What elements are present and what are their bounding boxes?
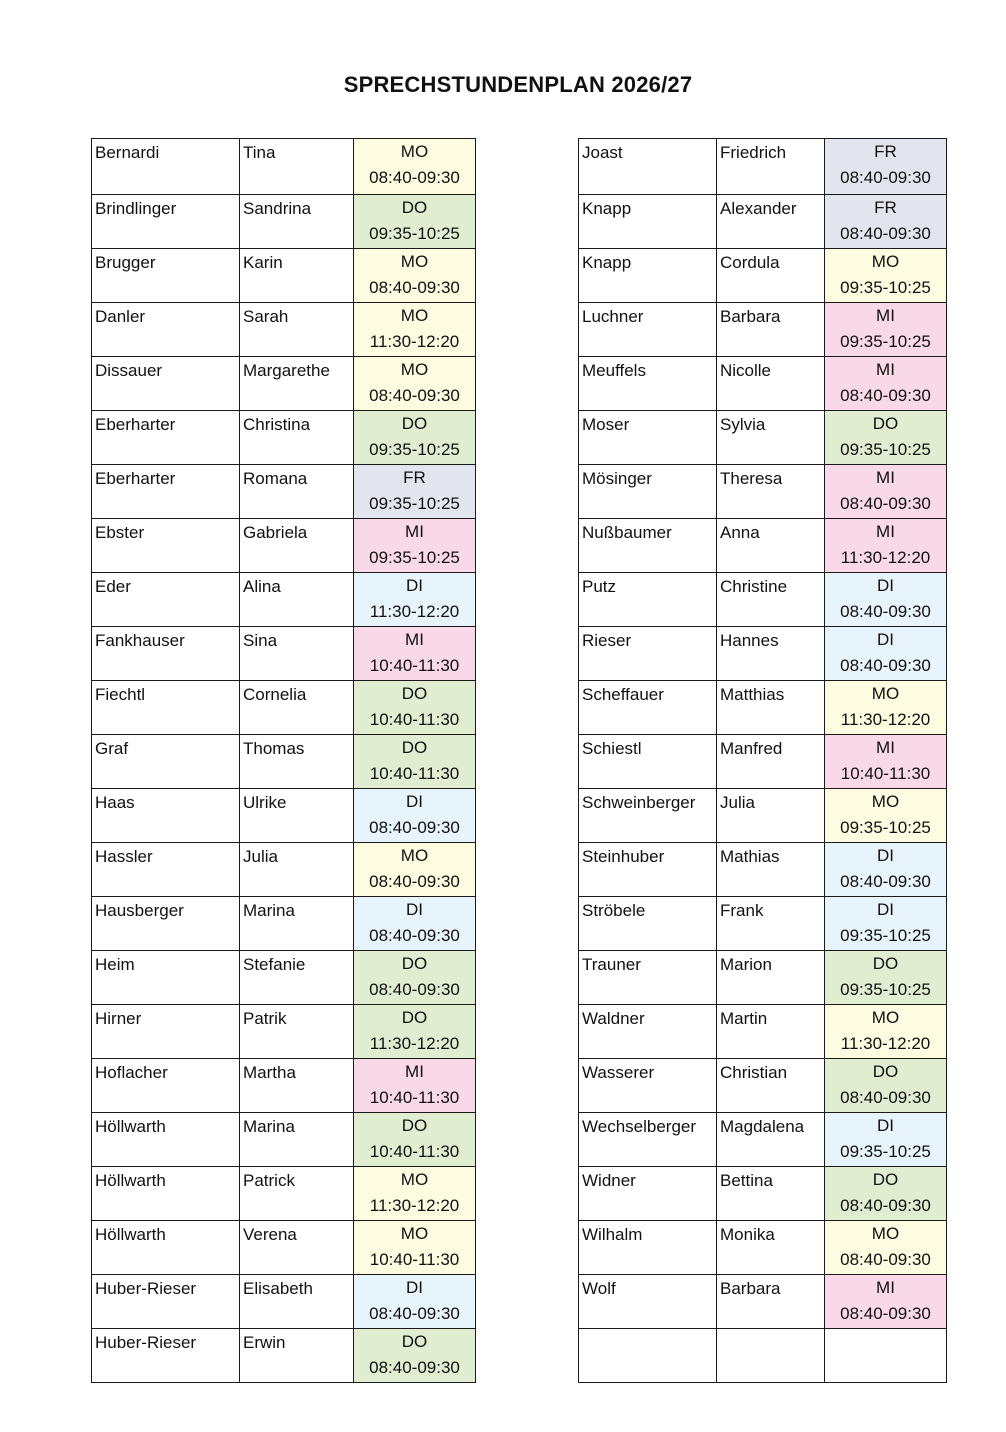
table-row xyxy=(579,519,947,573)
weekday-label: DI xyxy=(877,1116,894,1135)
first-name-cell: Patrick xyxy=(240,1167,354,1221)
table-row xyxy=(92,139,476,195)
table-row xyxy=(579,681,947,735)
first-name-cell: Erwin xyxy=(240,1329,354,1383)
first-name-cell: Sarah xyxy=(240,303,354,357)
office-hour-slot-cell xyxy=(354,843,476,897)
office-hour-slot-cell xyxy=(825,519,947,573)
office-hour-slot-cell xyxy=(354,465,476,519)
last-name-cell: Brindlinger xyxy=(92,195,240,249)
office-hours-table-right xyxy=(578,138,947,1383)
weekday-label: FR xyxy=(874,142,897,161)
office-hour-slot-cell xyxy=(354,357,476,411)
table-row xyxy=(579,951,947,1005)
first-name-cell: Julia xyxy=(717,789,825,843)
time-range-label: 11:30-12:20 xyxy=(369,1196,460,1215)
office-hour-slot-cell xyxy=(825,1275,947,1329)
table-row xyxy=(579,1005,947,1059)
last-name-cell: Wechselberger xyxy=(579,1113,717,1167)
table-row xyxy=(579,1059,947,1113)
first-name-cell: Ulrike xyxy=(240,789,354,843)
weekday-label: MO xyxy=(400,360,429,379)
last-name-cell: Ströbele xyxy=(579,897,717,951)
last-name-cell: Steinhuber xyxy=(579,843,717,897)
weekday-label: MI xyxy=(876,360,895,379)
office-hour-slot-cell xyxy=(825,897,947,951)
weekday-label: DO xyxy=(872,954,899,973)
first-name-cell: Marina xyxy=(240,1113,354,1167)
last-name-cell: Hassler xyxy=(92,843,240,897)
weekday-label: DO xyxy=(872,1062,899,1081)
office-hour-slot-cell xyxy=(354,1329,476,1383)
office-hour-slot-cell xyxy=(825,303,947,357)
weekday-label: DO xyxy=(401,1008,428,1027)
weekday-label: MO xyxy=(400,1224,429,1243)
table-row xyxy=(579,195,947,249)
weekday-label: MI xyxy=(876,522,895,541)
office-hour-slot-cell xyxy=(825,139,947,195)
last-name-cell: Wilhalm xyxy=(579,1221,717,1275)
weekday-label: MO xyxy=(400,306,429,325)
table-row xyxy=(92,735,476,789)
table-row xyxy=(92,951,476,1005)
first-name-cell: Martin xyxy=(717,1005,825,1059)
weekday-label: DO xyxy=(401,414,428,433)
office-hour-slot-cell xyxy=(354,195,476,249)
time-range-label: 08:40-09:30 xyxy=(840,1088,931,1107)
first-name-cell: Manfred xyxy=(717,735,825,789)
time-range-label: 11:30-12:20 xyxy=(369,332,460,351)
last-name-cell: Fankhauser xyxy=(92,627,240,681)
weekday-label: DO xyxy=(401,684,428,703)
time-range-label: 09:35-10:25 xyxy=(840,818,931,837)
first-name-cell: Marion xyxy=(717,951,825,1005)
office-hour-slot-cell xyxy=(825,789,947,843)
last-name-cell xyxy=(579,1329,717,1383)
last-name-cell: Bernardi xyxy=(92,139,240,195)
last-name-cell: Wolf xyxy=(579,1275,717,1329)
office-hour-slot-cell xyxy=(825,411,947,465)
weekday-label: MO xyxy=(871,252,900,271)
first-name-cell: Elisabeth xyxy=(240,1275,354,1329)
weekday-label: DI xyxy=(877,630,894,649)
last-name-cell: Höllwarth xyxy=(92,1113,240,1167)
last-name-cell: Ebster xyxy=(92,519,240,573)
first-name-cell: Tina xyxy=(240,139,354,195)
last-name-cell: Knapp xyxy=(579,195,717,249)
time-range-label: 09:35-10:25 xyxy=(840,278,931,297)
office-hour-slot-cell xyxy=(825,573,947,627)
last-name-cell: Haas xyxy=(92,789,240,843)
weekday-label: DO xyxy=(872,414,899,433)
table-row xyxy=(579,465,947,519)
weekday-label: DO xyxy=(401,954,428,973)
weekday-label: DO xyxy=(401,198,428,217)
weekday-label: MI xyxy=(876,468,895,487)
first-name-cell: Frank xyxy=(717,897,825,951)
first-name-cell: Theresa xyxy=(717,465,825,519)
first-name-cell: Magdalena xyxy=(717,1113,825,1167)
time-range-label: 09:35-10:25 xyxy=(840,926,931,945)
time-range-label: 09:35-10:25 xyxy=(369,548,460,567)
table-row xyxy=(92,249,476,303)
table-row xyxy=(92,573,476,627)
table-row xyxy=(579,1275,947,1329)
office-hour-slot-cell xyxy=(354,735,476,789)
table-row xyxy=(579,789,947,843)
office-hour-slot-cell xyxy=(825,1221,947,1275)
first-name-cell: Sandrina xyxy=(240,195,354,249)
office-hour-slot-cell xyxy=(825,195,947,249)
last-name-cell: Mösinger xyxy=(579,465,717,519)
time-range-label: 11:30-12:20 xyxy=(369,602,460,621)
table-row xyxy=(92,897,476,951)
time-range-label: 10:40-11:30 xyxy=(369,656,460,675)
weekday-label: MO xyxy=(871,1008,900,1027)
time-range-label: 08:40-09:30 xyxy=(369,278,460,297)
table-row xyxy=(92,465,476,519)
first-name-cell: Romana xyxy=(240,465,354,519)
table-row xyxy=(579,357,947,411)
office-hour-slot-cell xyxy=(354,897,476,951)
table-row xyxy=(92,1005,476,1059)
last-name-cell: Eder xyxy=(92,573,240,627)
first-name-cell: Barbara xyxy=(717,1275,825,1329)
weekday-label: DO xyxy=(872,1170,899,1189)
table-row xyxy=(92,789,476,843)
time-range-label: 08:40-09:30 xyxy=(369,980,460,999)
office-hour-slot-cell xyxy=(825,1113,947,1167)
time-range-label: 08:40-09:30 xyxy=(840,602,931,621)
office-hour-slot-cell xyxy=(354,627,476,681)
time-range-label: 10:40-11:30 xyxy=(369,1142,460,1161)
weekday-label: DO xyxy=(401,1116,428,1135)
weekday-label: MO xyxy=(871,1224,900,1243)
time-range-label: 10:40-11:30 xyxy=(369,1088,460,1107)
table-row xyxy=(92,303,476,357)
time-range-label: 08:40-09:30 xyxy=(369,818,460,837)
last-name-cell: Meuffels xyxy=(579,357,717,411)
office-hour-slot-cell xyxy=(354,573,476,627)
time-range-label: 11:30-12:20 xyxy=(369,1034,460,1053)
office-hour-slot-cell xyxy=(825,1005,947,1059)
first-name-cell: Marina xyxy=(240,897,354,951)
time-range-label: 10:40-11:30 xyxy=(369,764,460,783)
office-hour-slot-cell xyxy=(825,627,947,681)
weekday-label: MO xyxy=(871,792,900,811)
first-name-cell: Martha xyxy=(240,1059,354,1113)
time-range-label: 08:40-09:30 xyxy=(369,872,460,891)
weekday-label: DI xyxy=(406,792,423,811)
office-hour-slot-cell xyxy=(354,1275,476,1329)
table-row xyxy=(92,519,476,573)
weekday-label: DI xyxy=(877,900,894,919)
office-hours-table-left xyxy=(91,138,476,1383)
time-range-label: 08:40-09:30 xyxy=(840,872,931,891)
first-name-cell: Stefanie xyxy=(240,951,354,1005)
last-name-cell: Schweinberger xyxy=(579,789,717,843)
time-range-label: 09:35-10:25 xyxy=(840,332,931,351)
table-row xyxy=(92,627,476,681)
first-name-cell: Gabriela xyxy=(240,519,354,573)
weekday-label: FR xyxy=(403,468,426,487)
first-name-cell: Sylvia xyxy=(717,411,825,465)
first-name-cell: Margarethe xyxy=(240,357,354,411)
first-name-cell: Cornelia xyxy=(240,681,354,735)
table-row xyxy=(92,195,476,249)
first-name-cell: Cordula xyxy=(717,249,825,303)
office-hour-slot-cell xyxy=(354,139,476,195)
first-name-cell: Bettina xyxy=(717,1167,825,1221)
last-name-cell: Knapp xyxy=(579,249,717,303)
table-row xyxy=(92,1113,476,1167)
first-name-cell: Karin xyxy=(240,249,354,303)
office-hour-slot-cell xyxy=(354,951,476,1005)
first-name-cell: Mathias xyxy=(717,843,825,897)
last-name-cell: Eberharter xyxy=(92,411,240,465)
first-name-cell: Hannes xyxy=(717,627,825,681)
time-range-label: 08:40-09:30 xyxy=(840,1196,931,1215)
weekday-label: MI xyxy=(405,522,424,541)
first-name-cell: Alexander xyxy=(717,195,825,249)
weekday-label: MO xyxy=(871,684,900,703)
time-range-label: 08:40-09:30 xyxy=(369,168,460,187)
office-hour-slot-cell xyxy=(825,735,947,789)
time-range-label: 10:40-11:30 xyxy=(369,710,460,729)
weekday-label: DO xyxy=(401,1332,428,1351)
weekday-label: MI xyxy=(876,1278,895,1297)
table-row xyxy=(579,735,947,789)
weekday-label: MO xyxy=(400,252,429,271)
first-name-cell: Thomas xyxy=(240,735,354,789)
first-name-cell: Christina xyxy=(240,411,354,465)
office-hour-slot-cell xyxy=(825,1167,947,1221)
time-range-label: 09:35-10:25 xyxy=(369,494,460,513)
time-range-label: 08:40-09:30 xyxy=(840,1250,931,1269)
office-hour-slot-cell xyxy=(354,411,476,465)
first-name-cell: Matthias xyxy=(717,681,825,735)
time-range-label: 09:35-10:25 xyxy=(840,980,931,999)
time-range-label: 08:40-09:30 xyxy=(369,1304,460,1323)
weekday-label: MI xyxy=(876,738,895,757)
office-hour-slot-cell xyxy=(354,1221,476,1275)
time-range-label: 09:35-10:25 xyxy=(840,1142,931,1161)
table-row xyxy=(579,897,947,951)
weekday-label: MO xyxy=(400,142,429,161)
last-name-cell: Höllwarth xyxy=(92,1167,240,1221)
weekday-label: DI xyxy=(406,576,423,595)
table-row xyxy=(579,843,947,897)
weekday-label: MI xyxy=(876,306,895,325)
last-name-cell: Rieser xyxy=(579,627,717,681)
office-hour-slot-cell xyxy=(825,1059,947,1113)
office-hour-slot-cell xyxy=(354,303,476,357)
table-row xyxy=(92,411,476,465)
office-hour-slot-cell xyxy=(354,789,476,843)
office-hour-slot-cell xyxy=(354,249,476,303)
time-range-label: 08:40-09:30 xyxy=(840,494,931,513)
last-name-cell: Trauner xyxy=(579,951,717,1005)
first-name-cell: Monika xyxy=(717,1221,825,1275)
weekday-label: MO xyxy=(400,1170,429,1189)
last-name-cell: Höllwarth xyxy=(92,1221,240,1275)
last-name-cell: Joast xyxy=(579,139,717,195)
office-hour-slot-cell xyxy=(354,519,476,573)
last-name-cell: Danler xyxy=(92,303,240,357)
time-range-label: 10:40-11:30 xyxy=(840,764,931,783)
last-name-cell: Heim xyxy=(92,951,240,1005)
last-name-cell: Huber-Rieser xyxy=(92,1329,240,1383)
first-name-cell: Anna xyxy=(717,519,825,573)
time-range-label: 11:30-12:20 xyxy=(840,548,931,567)
last-name-cell: Eberharter xyxy=(92,465,240,519)
weekday-label: DI xyxy=(406,900,423,919)
office-hour-slot-cell xyxy=(825,1329,947,1383)
time-range-label: 09:35-10:25 xyxy=(369,224,460,243)
weekday-label: MO xyxy=(400,846,429,865)
last-name-cell: Scheffauer xyxy=(579,681,717,735)
first-name-cell: Christine xyxy=(717,573,825,627)
last-name-cell: Dissauer xyxy=(92,357,240,411)
time-range-label: 08:40-09:30 xyxy=(369,1358,460,1377)
table-row xyxy=(92,1221,476,1275)
last-name-cell: Graf xyxy=(92,735,240,789)
table-row xyxy=(579,1329,947,1383)
first-name-cell: Christian xyxy=(717,1059,825,1113)
last-name-cell: Huber-Rieser xyxy=(92,1275,240,1329)
time-range-label: 09:35-10:25 xyxy=(369,440,460,459)
last-name-cell: Fiechtl xyxy=(92,681,240,735)
weekday-label: FR xyxy=(874,198,897,217)
table-row xyxy=(92,357,476,411)
last-name-cell: Hirner xyxy=(92,1005,240,1059)
last-name-cell: Luchner xyxy=(579,303,717,357)
first-name-cell: Nicolle xyxy=(717,357,825,411)
first-name-cell: Barbara xyxy=(717,303,825,357)
first-name-cell: Friedrich xyxy=(717,139,825,195)
last-name-cell: Moser xyxy=(579,411,717,465)
last-name-cell: Hausberger xyxy=(92,897,240,951)
last-name-cell: Hoflacher xyxy=(92,1059,240,1113)
time-range-label: 09:35-10:25 xyxy=(840,440,931,459)
first-name-cell: Alina xyxy=(240,573,354,627)
time-range-label: 11:30-12:20 xyxy=(840,710,931,729)
office-hour-slot-cell xyxy=(825,249,947,303)
last-name-cell: Putz xyxy=(579,573,717,627)
office-hour-slot-cell xyxy=(825,357,947,411)
table-row xyxy=(579,573,947,627)
office-hour-slot-cell xyxy=(825,843,947,897)
table-row xyxy=(92,681,476,735)
table-row xyxy=(579,411,947,465)
table-row xyxy=(92,1275,476,1329)
office-hour-slot-cell xyxy=(354,681,476,735)
table-row xyxy=(92,1059,476,1113)
last-name-cell: Brugger xyxy=(92,249,240,303)
table-row xyxy=(92,1167,476,1221)
first-name-cell: Verena xyxy=(240,1221,354,1275)
office-hour-slot-cell xyxy=(825,951,947,1005)
table-row xyxy=(579,627,947,681)
time-range-label: 08:40-09:30 xyxy=(369,386,460,405)
last-name-cell: Nußbaumer xyxy=(579,519,717,573)
office-hour-slot-cell xyxy=(354,1005,476,1059)
office-hour-slot-cell xyxy=(825,465,947,519)
office-hour-slot-cell xyxy=(825,681,947,735)
office-hour-slot-cell xyxy=(354,1059,476,1113)
table-row xyxy=(579,1221,947,1275)
table-row xyxy=(579,139,947,195)
table-row xyxy=(92,843,476,897)
last-name-cell: Wasserer xyxy=(579,1059,717,1113)
weekday-label: DI xyxy=(406,1278,423,1297)
table-row xyxy=(579,249,947,303)
table-row xyxy=(579,303,947,357)
weekday-label: MI xyxy=(405,630,424,649)
first-name-cell xyxy=(717,1329,825,1383)
weekday-label: DI xyxy=(877,846,894,865)
office-hour-slot-cell xyxy=(354,1113,476,1167)
last-name-cell: Schiestl xyxy=(579,735,717,789)
first-name-cell: Sina xyxy=(240,627,354,681)
time-range-label: 10:40-11:30 xyxy=(369,1250,460,1269)
page-title: SPRECHSTUNDENPLAN 2026/27 xyxy=(343,72,693,97)
last-name-cell: Waldner xyxy=(579,1005,717,1059)
first-name-cell: Julia xyxy=(240,843,354,897)
time-range-label: 08:40-09:30 xyxy=(840,1304,931,1323)
table-row xyxy=(579,1167,947,1221)
weekday-label: MI xyxy=(405,1062,424,1081)
office-hour-slot-cell xyxy=(354,1167,476,1221)
table-row xyxy=(92,1329,476,1383)
time-range-label: 08:40-09:30 xyxy=(840,656,931,675)
first-name-cell: Patrik xyxy=(240,1005,354,1059)
weekday-label: DO xyxy=(401,738,428,757)
time-range-label: 08:40-09:30 xyxy=(840,386,931,405)
time-range-label: 11:30-12:20 xyxy=(840,1034,931,1053)
last-name-cell: Widner xyxy=(579,1167,717,1221)
weekday-label: DI xyxy=(877,576,894,595)
time-range-label: 08:40-09:30 xyxy=(840,168,931,187)
table-row xyxy=(579,1113,947,1167)
time-range-label: 08:40-09:30 xyxy=(369,926,460,945)
time-range-label: 08:40-09:30 xyxy=(840,224,931,243)
